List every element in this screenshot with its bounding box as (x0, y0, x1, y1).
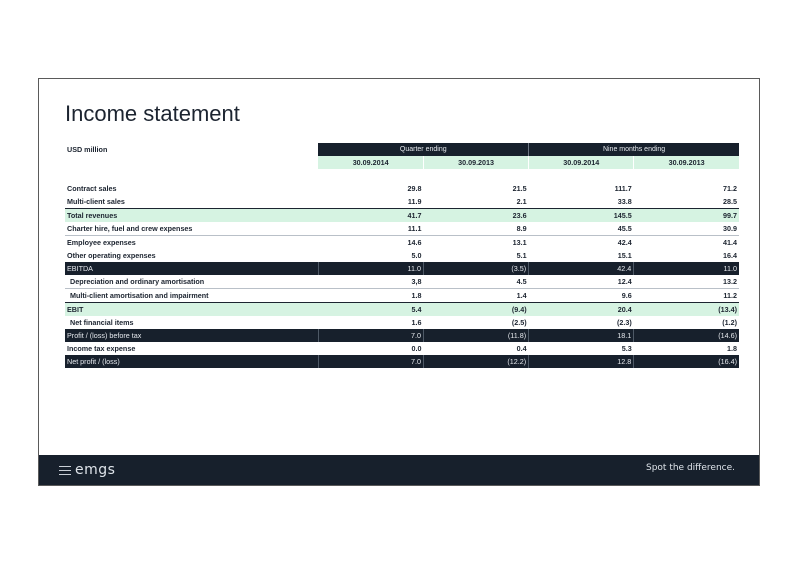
cell-value: 71.2 (723, 184, 737, 193)
cell-value: (9.4) (424, 303, 529, 317)
cell-value: (11.8) (424, 329, 529, 342)
cell-value: 9.6 (621, 291, 632, 300)
row-label: Other operating expenses (67, 251, 156, 260)
cell-value: 11.1 (318, 222, 423, 236)
slide (38, 78, 760, 486)
row-label: Employee expenses (67, 238, 136, 247)
table-row-profit-before-tax (65, 329, 739, 342)
table-row (65, 289, 739, 303)
row-label: Multi-client amortisation and impairment (70, 291, 209, 300)
row-label: Net financial items (70, 318, 134, 327)
cell-value: (1.2) (722, 318, 737, 327)
cell-value: 1.4 (516, 291, 527, 300)
cell-value: (2.3) (617, 318, 632, 327)
tagline: Spot the difference. (646, 463, 735, 473)
cell-value: 5.1 (516, 251, 527, 260)
cell-value: 12.8 (529, 355, 634, 368)
cell-value: 12.4 (529, 275, 634, 289)
cell-value: 41.7 (318, 209, 423, 223)
table-row (65, 249, 739, 262)
table-row (65, 195, 739, 209)
date-header: 30.09.2013 (424, 156, 529, 169)
cell-value: (12.2) (424, 355, 529, 368)
cell-value: 4.5 (424, 275, 529, 289)
row-label: EBITDA (65, 262, 318, 275)
company-logo (59, 461, 115, 479)
cell-value: 16.4 (723, 251, 737, 260)
cell-value: 7.0 (318, 329, 423, 342)
row-label: EBIT (65, 303, 318, 317)
date-header: 30.09.2013 (634, 156, 739, 169)
cell-value: 5.0 (411, 251, 422, 260)
cell-value: 1.6 (411, 318, 422, 327)
cell-value: 111.7 (614, 184, 632, 193)
date-header: 30.09.2014 (318, 156, 423, 169)
cell-value: 41.4 (723, 238, 737, 247)
table-row-ebitda (65, 262, 739, 275)
cell-value: 11.2 (723, 291, 737, 300)
cell-value: 11.9 (407, 197, 422, 206)
cell-value: 1.8 (727, 344, 737, 353)
cell-value: (3.5) (424, 262, 529, 275)
footer-bar (39, 455, 759, 485)
cell-value: 3,8 (318, 275, 423, 289)
table-row (65, 316, 739, 329)
table-row-total-revenues (65, 209, 739, 223)
row-label: Depreciation and ordinary amortisation (65, 275, 318, 289)
cell-value: (13.4) (634, 303, 739, 317)
cell-value: 33.8 (617, 197, 632, 206)
cell-value: 14.6 (407, 238, 422, 247)
cell-value: 0.4 (516, 344, 527, 353)
cell-value: (14.6) (634, 329, 739, 342)
group-header-nine-months: Nine months ending (529, 143, 739, 156)
row-label: Net profit / (loss) (65, 355, 318, 368)
cell-value: 99.7 (634, 209, 739, 223)
group-header-row (65, 143, 739, 156)
cell-value: 18.1 (529, 329, 634, 342)
cell-value: 13.1 (512, 238, 527, 247)
page-title: Income statement (65, 101, 240, 126)
cell-value: 2.1 (516, 197, 527, 206)
cell-value: (16.4) (634, 355, 739, 368)
cell-value: 5.4 (318, 303, 423, 317)
table-row (65, 236, 739, 250)
row-label: Contract sales (67, 184, 117, 193)
cell-value: 20.4 (529, 303, 634, 317)
cell-value: 21.5 (512, 184, 527, 193)
cell-value: 23.6 (424, 209, 529, 223)
cell-value: 13.2 (634, 275, 739, 289)
date-header: 30.09.2014 (529, 156, 634, 169)
table-row (65, 182, 739, 195)
date-header-spacer (65, 156, 318, 169)
row-label: Profit / (loss) before tax (65, 329, 318, 342)
cell-value: 145.5 (529, 209, 634, 223)
cell-value: 11.0 (318, 262, 423, 275)
cell-value: 42.4 (617, 238, 632, 247)
cell-value: 42.4 (529, 262, 634, 275)
table-row-ebit (65, 303, 739, 317)
cell-value: 28.5 (723, 197, 737, 206)
cell-value: 29.8 (407, 184, 422, 193)
cell-value: 0.0 (411, 344, 422, 353)
table-row (65, 222, 739, 236)
income-statement-table (65, 143, 739, 368)
row-label: Charter hire, fuel and crew expenses (65, 222, 318, 236)
cell-value: 1.8 (411, 291, 422, 300)
row-label: Income tax expense (67, 344, 136, 353)
cell-value: 5.3 (621, 344, 632, 353)
table-row (65, 342, 739, 355)
date-header-row (65, 156, 739, 169)
spacer-row (65, 169, 739, 182)
row-label: Multi-client sales (67, 197, 125, 206)
table-row (65, 275, 739, 289)
cell-value: 45.5 (529, 222, 634, 236)
cell-value: 30.9 (634, 222, 739, 236)
cell-value: 15.1 (617, 251, 632, 260)
row-label: Total revenues (65, 209, 318, 223)
cell-value: 8.9 (424, 222, 529, 236)
table-row-net-profit (65, 355, 739, 368)
cell-value: (2.5) (511, 318, 527, 327)
logo-lines-icon (59, 466, 71, 475)
logo-text: emgs (75, 462, 116, 478)
cell-value: 11.0 (634, 262, 739, 275)
cell-value: 7.0 (318, 355, 423, 368)
unit-label: USD million (67, 145, 108, 154)
group-header-quarter: Quarter ending (318, 143, 528, 156)
